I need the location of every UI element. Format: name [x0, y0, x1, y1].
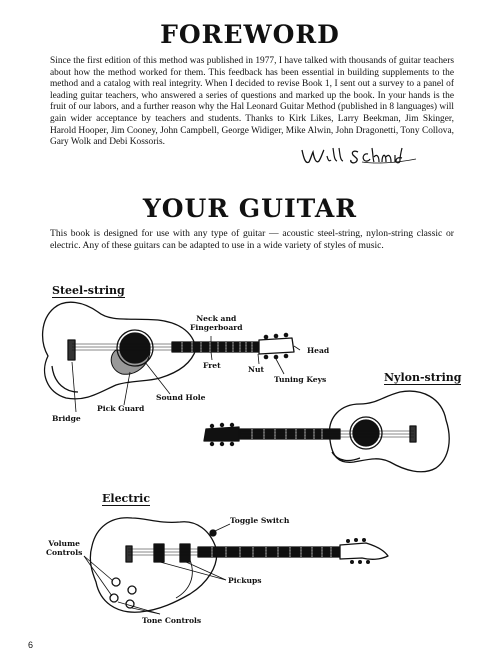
pick-guard-callout: Pick Guard: [97, 404, 145, 413]
nut-callout: Nut: [248, 365, 264, 374]
steel-string-head: [259, 338, 294, 354]
electric-guitar: [90, 518, 388, 612]
electric-body: [90, 518, 216, 612]
fret-callout: Fret: [203, 361, 221, 370]
page-number: 6: [28, 640, 34, 650]
head-callout: Head: [307, 346, 330, 355]
your-guitar-title: YOUR GUITAR: [142, 194, 358, 223]
volume-label-line2: Controls: [46, 548, 83, 557]
steel-string-sound-hole: [120, 333, 150, 363]
foreword-paragraph: Since the first edition of this method was published in 1977, I have talked with thousands of guitar teachers about how the method worked for them. This feedback has been essential in building supplements to the method and a catalog with real integrity. When I decided to revise Book 1, I sent out a survey to a panel of leading guitar teachers, who answered a series of questions and marked up the book. In your hands is the fruit of our labors, and a further reason why the Hal Leonard Guitar Method (published in 8 languages) will gain wider acceptance by teachers and students. Thanks to Kirk Likes, Larry Beekman, Jim Skinger, Harold Hooper, Jim Cooney, John Campbell, George Widiger, Mike Alwin, John Dragonetti, Tony Collova, Gary Wolk and Debi Kossoris.: [50, 56, 454, 148]
volume-label-line1: Volume: [48, 539, 80, 548]
pickups-callout: Pickups: [228, 576, 262, 585]
electric-pickup-bridge: [154, 544, 164, 562]
steel-string-label: Steel-string: [52, 284, 125, 297]
nylon-string-body: [329, 391, 449, 472]
nylon-string-head: [204, 427, 239, 441]
toggle-switch-callout: Toggle Switch: [230, 516, 290, 525]
electric-tailpiece: [126, 546, 132, 562]
sound-hole-callout: Sound Hole: [156, 393, 206, 402]
neck-fingerboard-callout: [190, 314, 243, 332]
tuning-keys-callout: Tuning Keys: [274, 375, 327, 384]
neck-label-line1: Neck and: [196, 314, 237, 323]
electric-label: Electric: [102, 492, 151, 505]
nylon-string-sound-hole: [353, 420, 379, 446]
bridge-callout: Bridge: [52, 414, 81, 423]
your-guitar-intro: This book is designed for use with any type of guitar — acoustic steel-string, nylon-string classic or electric. Any of these guitars can be adapted to use in a wide variety of styles of music.: [50, 228, 454, 251]
electric-head: [340, 543, 388, 559]
foreword-title: FOREWORD: [160, 20, 340, 49]
volume-controls-callout: [46, 539, 82, 557]
nylon-string-guitar: [204, 391, 449, 472]
neck-label-line2: Fingerboard: [190, 323, 243, 332]
nylon-string-label: Nylon-string: [384, 371, 462, 384]
steel-string-guitar: [43, 302, 294, 399]
tone-controls-callout: Tone Controls: [142, 616, 202, 625]
electric-pickup-neck: [180, 544, 190, 562]
